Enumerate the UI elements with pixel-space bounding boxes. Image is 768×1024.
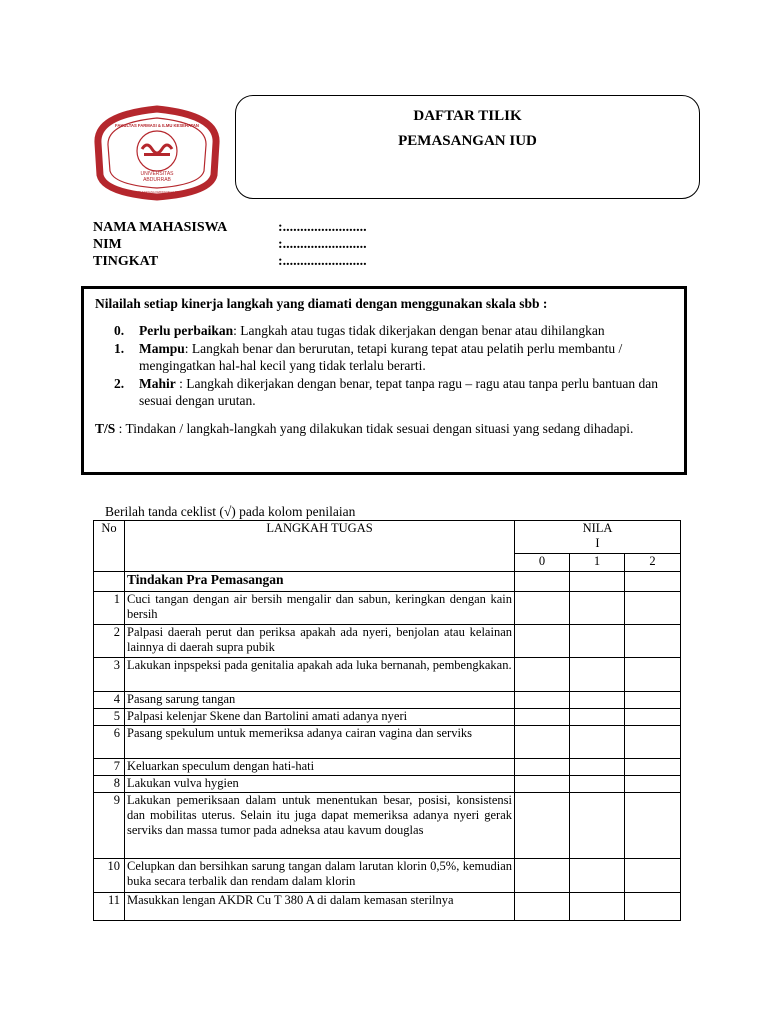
score-cell[interactable]	[515, 776, 570, 793]
logo-ring-text: FAKULTAS FARMASI & ILMU KESEHATAN	[115, 123, 199, 128]
row-number: 11	[94, 893, 125, 921]
table-row	[94, 859, 681, 893]
score-cell[interactable]	[570, 893, 625, 921]
row-step: Lakukan vulva hygien	[125, 776, 515, 793]
score-cell[interactable]	[515, 859, 570, 893]
identity-section	[93, 219, 367, 270]
score-cell[interactable]	[515, 572, 570, 592]
section-title: Tindakan Pra Pemasangan	[125, 572, 515, 592]
identity-row-nim	[93, 236, 367, 253]
row-step: Lakukan inpspeksi pada genitalia apakah ada luka bernanah, pembengkakan.	[125, 658, 515, 692]
table-row	[94, 726, 681, 759]
score-cell[interactable]	[625, 759, 681, 776]
row-number: 3	[94, 658, 125, 692]
name-field[interactable]: :........................	[278, 220, 367, 235]
row-step: Masukkan lengan AKDR Cu T 380 A di dalam kemasan sterilnya	[125, 893, 515, 921]
score-header-2: 2	[625, 554, 681, 572]
identity-label: TINGKAT	[93, 254, 159, 269]
scale-desc: : Langkah atau tugas tidak dikerjakan dengan benar atau dihilangkan	[233, 323, 605, 338]
logo-bottom-text: PROGRAM STUDI SARJANA KEBIDANAN & PROFESI BIDAN	[117, 190, 197, 194]
score-header-1: 1	[570, 554, 625, 572]
score-cell[interactable]	[515, 692, 570, 709]
score-cell[interactable]	[570, 709, 625, 726]
row-number: 4	[94, 692, 125, 709]
score-cell[interactable]	[570, 859, 625, 893]
score-cell[interactable]	[570, 726, 625, 759]
ts-note	[95, 420, 674, 437]
row-number: 1	[94, 592, 125, 625]
score-cell[interactable]	[625, 793, 681, 859]
row-step: Palpasi kelenjar Skene dan Bartolini amati adanya nyeri	[125, 709, 515, 726]
score-header-0: 0	[515, 554, 570, 572]
ts-term: T/S	[95, 421, 116, 436]
score-cell[interactable]	[625, 625, 681, 658]
table-row	[94, 709, 681, 726]
task-checklist-table	[93, 520, 681, 921]
table-row	[94, 893, 681, 921]
level-field[interactable]: :........................	[278, 254, 367, 269]
score-cell[interactable]	[515, 592, 570, 625]
scale-number: 2.	[114, 376, 125, 391]
title-box	[235, 95, 700, 199]
score-cell[interactable]	[515, 658, 570, 692]
scale-term: Perlu perbaikan	[139, 323, 234, 338]
score-cell[interactable]	[570, 793, 625, 859]
table-row	[94, 776, 681, 793]
score-cell[interactable]	[570, 692, 625, 709]
row-step: Keluarkan speculum dengan hati-hati	[125, 759, 515, 776]
score-cell[interactable]	[625, 726, 681, 759]
table-row	[94, 759, 681, 776]
row-step: Lakukan pemeriksaan dalam untuk menentukan besar, posisi, konsistensi dan mobilitas uterus. Selain itu juga dapat memeriksa adanya nyeri gerak serviks dan massa tumor pada adneksa atau kavum douglas	[125, 793, 515, 859]
score-cell[interactable]	[570, 572, 625, 592]
identity-row-name	[93, 219, 367, 236]
row-step: Pasang spekulum untuk memeriksa adanya cairan vagina dan serviks	[125, 726, 515, 759]
document-title: DAFTAR TILIK	[413, 108, 522, 124]
document-subtitle: PEMASANGAN IUD	[398, 133, 537, 149]
score-cell[interactable]	[625, 692, 681, 709]
score-cell[interactable]	[570, 625, 625, 658]
score-cell[interactable]	[515, 709, 570, 726]
identity-row-level	[93, 253, 367, 270]
score-cell[interactable]	[625, 592, 681, 625]
score-cell[interactable]	[625, 893, 681, 921]
nim-field[interactable]: :........................	[278, 237, 367, 252]
row-number: 7	[94, 759, 125, 776]
table-row	[94, 625, 681, 658]
table-row	[94, 658, 681, 692]
scale-desc: : Langkah dikerjakan dengan benar, tepat tanpa ragu – ragu atau tanpa perlu bantuan dan sesuai dengan urutan.	[139, 376, 659, 408]
score-cell[interactable]	[570, 658, 625, 692]
scale-term: Mahir	[139, 376, 176, 391]
identity-label: NIM	[93, 237, 122, 252]
row-number: 10	[94, 859, 125, 893]
scale-desc: : Langkah benar dan berurutan, tetapi kurang tepat atau pelatih perlu membantu / mengingatkan hal-hal kecil yang tidak terlalu berarti.	[139, 341, 623, 373]
score-cell[interactable]	[570, 592, 625, 625]
table-row	[94, 793, 681, 859]
row-number: 8	[94, 776, 125, 793]
row-step: Pasang sarung tangan	[125, 692, 515, 709]
table-row	[94, 692, 681, 709]
table-section-row	[94, 572, 681, 592]
scale-heading: Nilailah setiap kinerja langkah yang diamati dengan menggunakan skala sbb :	[95, 296, 548, 311]
scale-item	[114, 322, 676, 339]
col-header-step: LANGKAH TUGAS	[125, 521, 515, 572]
score-cell[interactable]	[515, 726, 570, 759]
logo-text-abdurrab: ABDURRAB	[143, 177, 171, 183]
checklist-instruction: Berilah tanda ceklist (√) pada kolom penilaian	[105, 504, 356, 519]
row-number: 2	[94, 625, 125, 658]
table-row	[94, 592, 681, 625]
identity-label: NAMA MAHASISWA	[93, 220, 228, 235]
score-cell[interactable]	[515, 893, 570, 921]
ts-desc: : Tindakan / langkah-langkah yang dilakukan tidak sesuai dengan situasi yang sedang dihadapi.	[115, 421, 634, 436]
col-header-no: No	[94, 521, 125, 572]
score-cell[interactable]	[625, 658, 681, 692]
score-cell[interactable]	[570, 759, 625, 776]
row-number: 6	[94, 726, 125, 759]
score-cell[interactable]	[625, 776, 681, 793]
scale-item	[114, 375, 676, 409]
score-cell[interactable]	[570, 776, 625, 793]
logo-text-universitas: UNIVERSITAS	[140, 171, 174, 177]
scale-item	[114, 340, 676, 374]
rating-scale-box	[81, 286, 687, 475]
score-cell[interactable]	[515, 793, 570, 859]
row-number: 5	[94, 709, 125, 726]
col-header-nilai: NILA I	[515, 521, 681, 554]
scale-number: 1.	[114, 341, 125, 356]
university-seal-icon	[90, 105, 224, 201]
score-cell[interactable]	[515, 625, 570, 658]
scale-number: 0.	[114, 323, 125, 338]
score-cell[interactable]	[515, 759, 570, 776]
row-step: Celupkan dan bersihkan sarung tangan dalam larutan klorin 0,5%, kemudian buka secara terbalik dan rendam dalam klorin	[125, 859, 515, 893]
row-step: Cuci tangan dengan air bersih mengalir dan sabun, keringkan dengan kain bersih	[125, 592, 515, 625]
score-cell[interactable]	[625, 572, 681, 592]
score-cell[interactable]	[625, 859, 681, 893]
scale-term: Mampu	[139, 341, 185, 356]
scale-list	[114, 322, 676, 410]
row-step: Palpasi daerah perut dan periksa apakah ada nyeri, benjolan atau kelainan lainnya di daerah supra pubik	[125, 625, 515, 658]
row-number: 9	[94, 793, 125, 859]
table-header-row	[94, 521, 681, 554]
score-cell[interactable]	[625, 709, 681, 726]
